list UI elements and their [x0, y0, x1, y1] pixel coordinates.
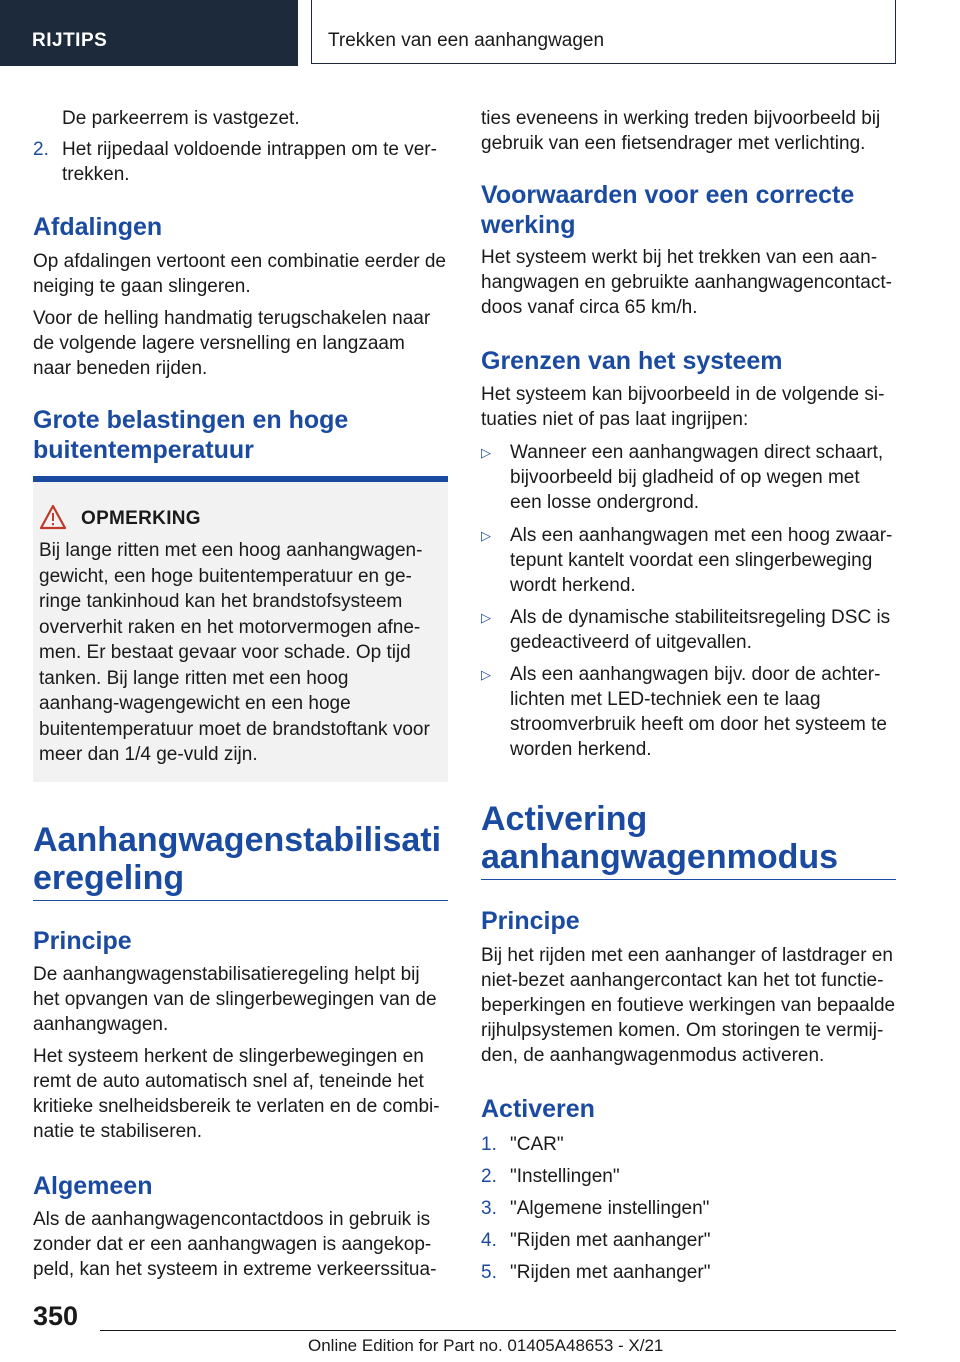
footer-rule	[100, 1330, 896, 1331]
step-number: 2.	[481, 1166, 497, 1187]
edition-text: Online Edition for Part no. 01405A48653 - X/21	[308, 1336, 664, 1355]
bullet-text: Als een aanhangwagen bijv. door de achter-lichten met LED-techniek een te laag stroomverbruik heeft om door het systeem te worden herkend.	[510, 664, 887, 760]
step-number: 3.	[481, 1198, 497, 1219]
page-number: 350	[33, 1301, 79, 1331]
paragraph: Voor de helling handmatig terugschakelen naar de volgende lagere versnelling en langzaam naar beneden rijden.	[33, 308, 431, 379]
chapter-rule	[481, 879, 896, 880]
section-label: RIJTIPS	[32, 30, 108, 51]
paragraph: Bij het rijden met een aanhanger of lastdrager en niet-bezet aanhangercontact kan het tot functie-beperkingen en foutieve werkingen van bepaalde rijhulpsystemen komen. Om storingen te vermij-den, de aanhangwagenmodus activeren.	[481, 945, 896, 1066]
bullet-text: Als de dynamische stabiliteitsregeling DSC is gedeactiveerd of uitgevallen.	[510, 607, 891, 653]
heading-voorwaarden: Voorwaarden voor een correcte werking	[481, 181, 855, 239]
step-number: 1.	[481, 1134, 497, 1155]
chapter-title-activering: Activering aanhangwagenmodus	[481, 800, 839, 876]
step-text: Het rijpedaal voldoende intrappen om te ver-trekken.	[62, 139, 437, 185]
step-number: 2.	[33, 139, 49, 160]
continued-step-text: De parkeerrem is vastgezet.	[62, 108, 300, 129]
step-number: 4.	[481, 1230, 497, 1251]
chapter-label: Trekken van een aanhangwagen	[328, 30, 605, 51]
chapter-tab	[311, 0, 896, 64]
paragraph: Het systeem herkent de slingerbewegingen en remt de auto automatisch snel af, teneinde het kritieke snelheidsbereik te verlaten en de combi-natie te stabiliseren.	[33, 1046, 440, 1142]
bullet-triangle-icon: ▷	[481, 610, 491, 625]
bullet-triangle-icon: ▷	[481, 445, 491, 460]
notice-title: OPMERKING	[81, 508, 201, 529]
paragraph-continued: ties eveneens in werking treden bijvoorbeeld bij gebruik van een fietsendrager met verlichting.	[481, 108, 881, 154]
heading-principe: Principe	[481, 907, 580, 935]
paragraph: Op afdalingen vertoont een combinatie eerder de neiging te gaan slingeren.	[33, 251, 446, 297]
step-text: "Instellingen"	[510, 1166, 620, 1187]
section-tab	[0, 0, 298, 66]
step-number: 5.	[481, 1262, 497, 1283]
paragraph: De aanhangwagenstabilisatieregeling helpt bij het opvangen van de slingerbewegingen van de aanhangwagen.	[33, 964, 437, 1035]
step-text: "Rijden met aanhanger"	[510, 1262, 711, 1283]
heading-afdalingen: Afdalingen	[33, 213, 163, 241]
step-text: "Rijden met aanhanger"	[510, 1230, 711, 1251]
bullet-text: Als een aanhangwagen met een hoog zwaar-tepunt kantelt voordat een slingerbeweging wordt herkend.	[510, 525, 893, 596]
bullet-triangle-icon: ▷	[481, 528, 491, 543]
step-text: "Algemene instellingen"	[510, 1198, 710, 1219]
paragraph: Het systeem kan bijvoorbeeld in de volgende si-tuaties niet of pas laat ingrijpen:	[481, 384, 885, 430]
bullet-triangle-icon: ▷	[481, 667, 491, 682]
warning-triangle-icon	[39, 504, 67, 530]
heading-grote-belastingen: Grote belastingen en hoge buitentemperatuur	[33, 406, 349, 464]
notice-text: Bij lange ritten met een hoog aanhangwagen-gewicht, een hoge buitentemperatuur en ge-ringe tankinhoud kan het brandstofsysteem oververhit raken en het motorvermogen afne-men. Er bestaat gevaar voor schade. Op tijd tanken. Bij lange ritten met een hoog aanhang-wagengewicht en een hoge buitentemperatuur moet de brandstoftank voor meer dan 1/4 ge-vuld zijn.	[39, 540, 430, 765]
heading-algemeen: Algemeen	[33, 1172, 153, 1200]
heading-principe: Principe	[33, 927, 132, 955]
paragraph: Het systeem werkt bij het trekken van een aan-hangwagen en gebruikte aanhangwagencontact-doos vanaf circa 65 km/h.	[481, 247, 892, 318]
notice-box	[33, 476, 448, 782]
paragraph: Als de aanhangwagencontactdoos in gebruik is zonder dat er een aanhangwagen is aangekop-peld, kan het systeem in extreme verkeerssitua-	[33, 1209, 437, 1280]
heading-activeren: Activeren	[481, 1095, 595, 1123]
page-header	[0, 0, 960, 66]
chapter-rule	[33, 900, 448, 901]
heading-grenzen: Grenzen van het systeem	[481, 347, 783, 375]
chapter-title-stabilisatie: Aanhangwagenstabilisatieregeling	[33, 821, 442, 897]
step-text: "CAR"	[510, 1134, 564, 1155]
bullet-text: Wanneer een aanhangwagen direct schaart, bijvoorbeeld bij gladheid of op wegen met een losse ondergrond.	[510, 442, 884, 513]
